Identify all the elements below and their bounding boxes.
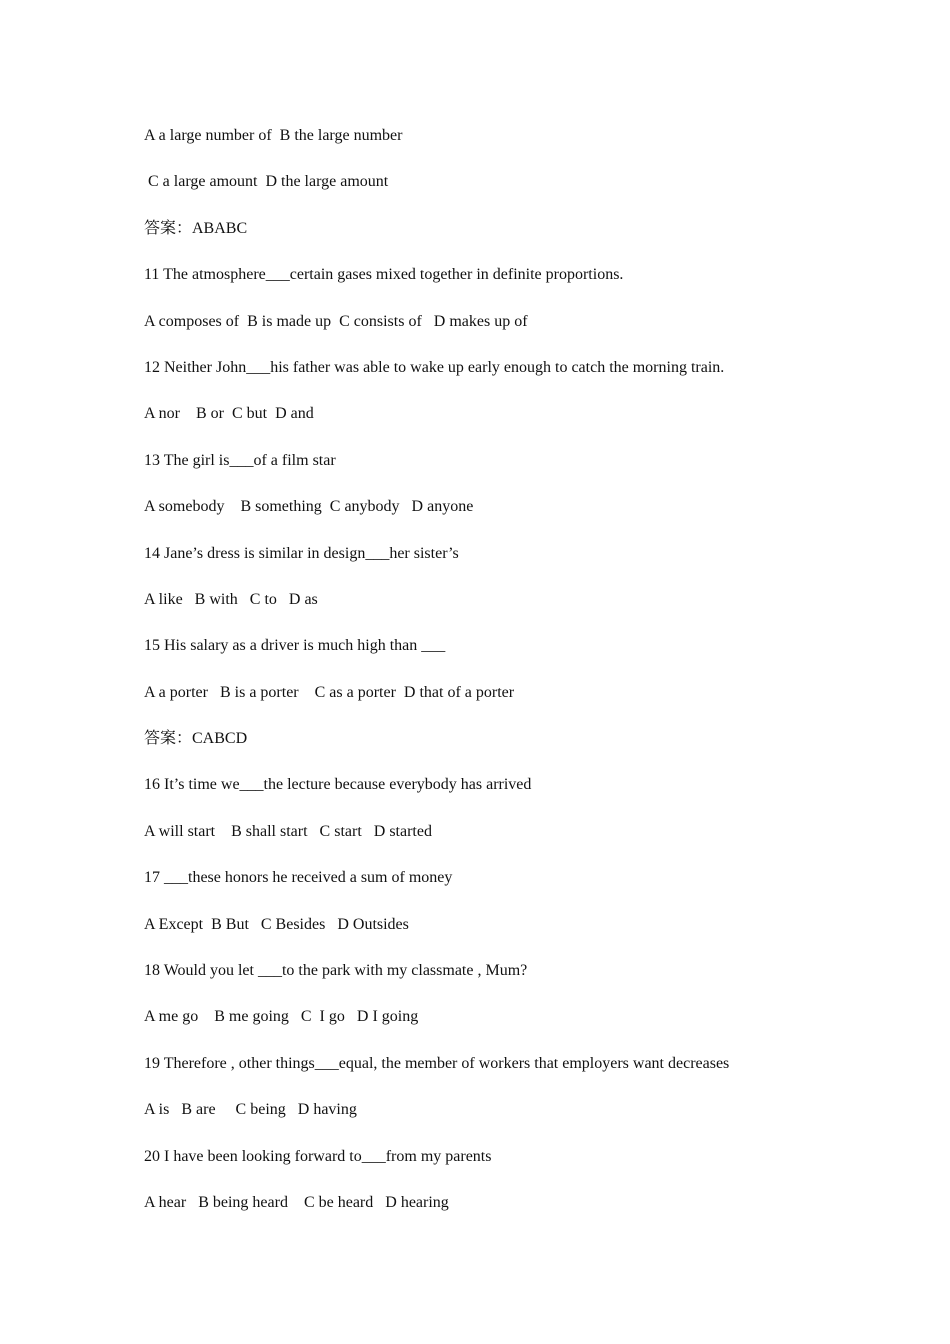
question-line: 14 Jane’s dress is similar in design___her sister’s	[144, 544, 459, 562]
options-line: A a large number of B the large number	[144, 127, 403, 144]
options-line: A will start B shall start C start D started	[144, 822, 432, 840]
options-line: A composes of B is made up C consists of D makes up of	[144, 312, 528, 330]
options-line: A hear B being heard C be heard D hearing	[144, 1193, 449, 1211]
question-line: 19 Therefore , other things___equal, the member of workers that employers want decreases	[144, 1054, 730, 1072]
options-line: A a porter B is a porter C as a porter D that of a porter	[144, 683, 515, 701]
answer-key-line: 答案：CABCD	[144, 730, 248, 748]
options-line: A nor B or C but D and	[144, 405, 314, 423]
question-line: 20 I have been looking forward to___from my parents	[144, 1147, 492, 1165]
question-line: 17 ___these honors he received a sum of money	[144, 869, 453, 887]
options-line: A is B are C being D having	[144, 1101, 357, 1119]
answer-key-line: 答案：ABABC	[144, 219, 248, 237]
question-line: 11 The atmosphere___certain gases mixed together in definite proportions.	[144, 266, 624, 284]
options-line: A somebody B something C anybody D anyone	[144, 498, 474, 516]
options-line: A me go B me going C I go D I going	[144, 1008, 419, 1026]
question-line: 16 It’s time we___the lecture because everybody has arrived	[144, 776, 532, 794]
options-line: A like B with C to D as	[144, 590, 318, 608]
options-line: A Except B But C Besides D Outsides	[144, 915, 409, 933]
question-line: 15 His salary as a driver is much high than ___	[144, 637, 446, 655]
question-line: 13 The girl is___of a film star	[144, 451, 336, 469]
question-line: 18 Would you let ___to the park with my classmate , Mum?	[144, 962, 528, 980]
question-line: 12 Neither John___his father was able to wake up early enough to catch the morning train.	[144, 358, 725, 376]
options-line: C a large amount D the large amount	[144, 173, 389, 191]
document-body	[144, 125, 844, 1238]
